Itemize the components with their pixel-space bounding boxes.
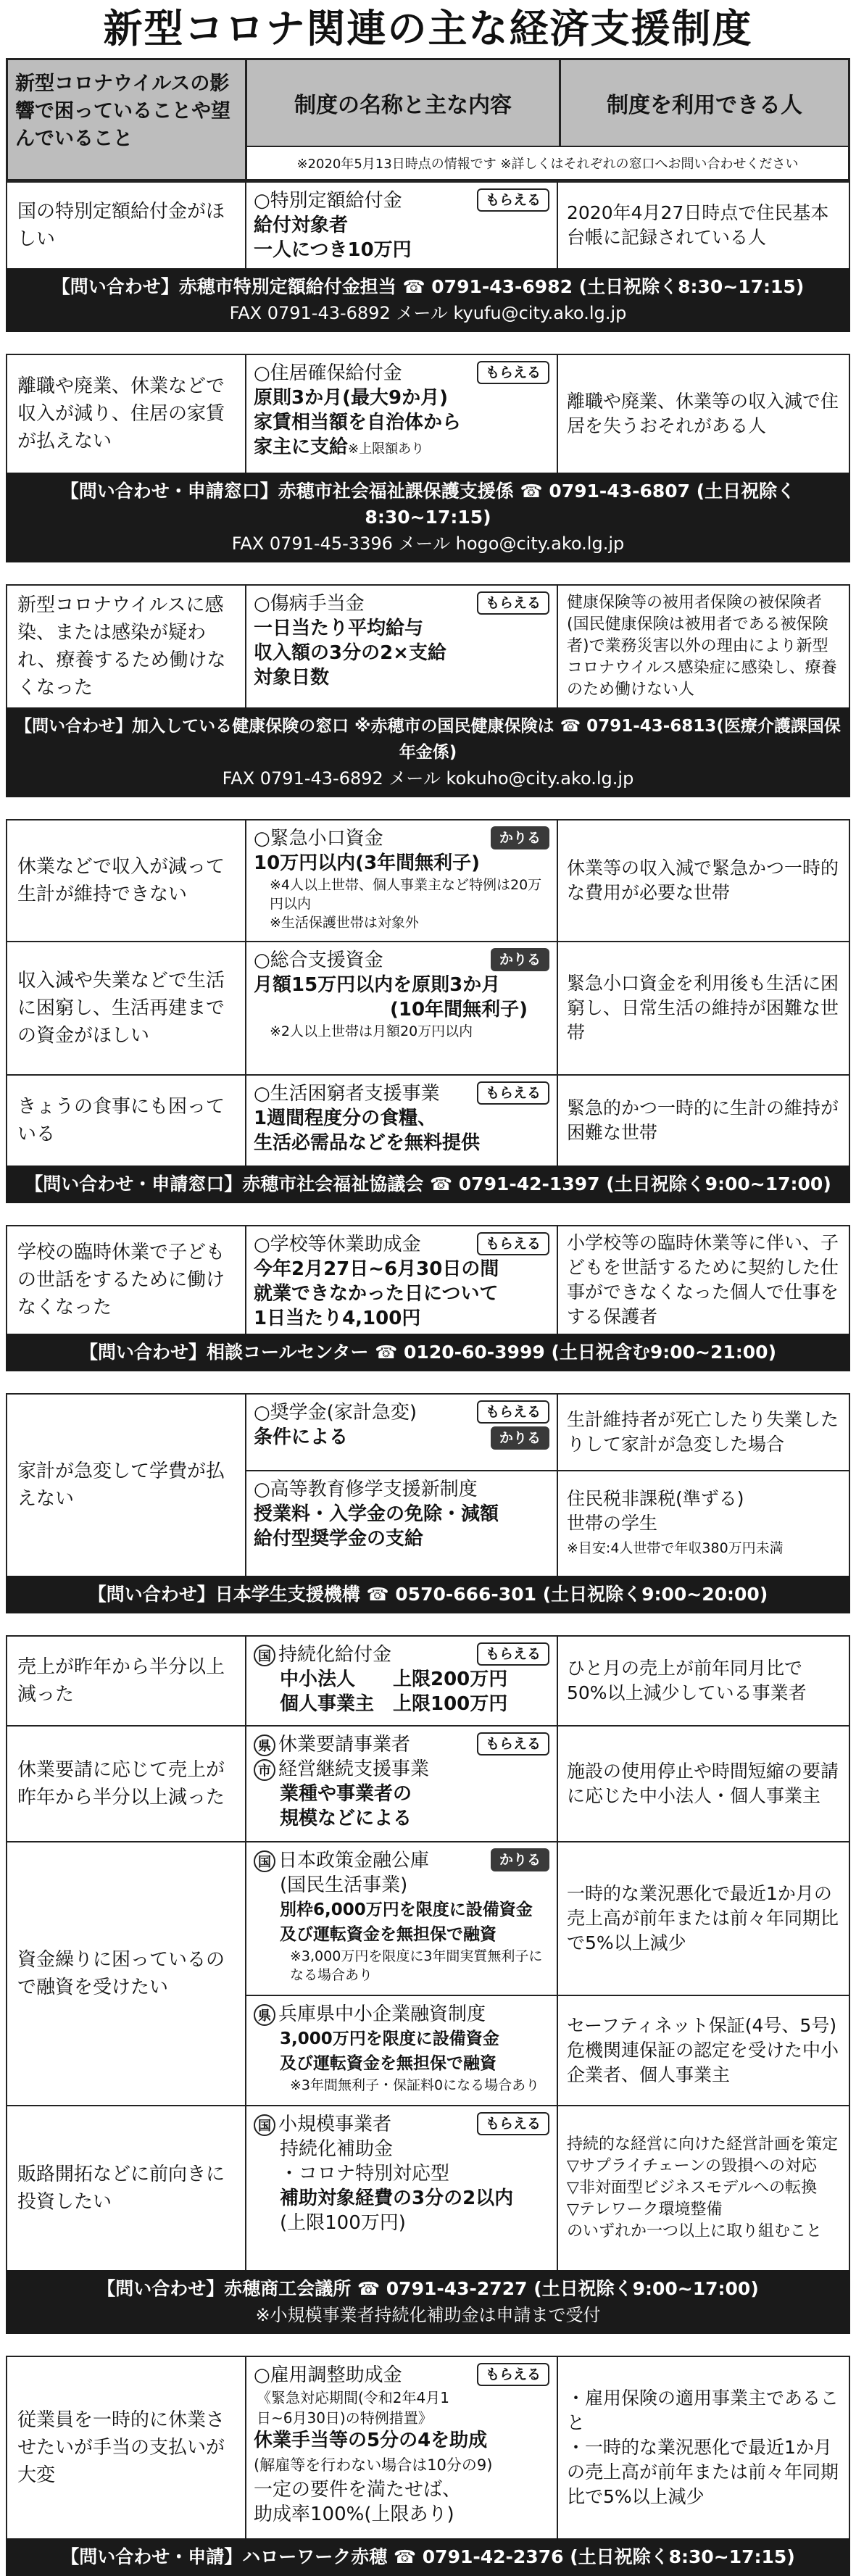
table-row — [7, 183, 849, 268]
program-detail-line — [254, 436, 424, 458]
concern-text: 学校の臨時休業で子どもの世話をするために働けなくなった — [7, 1226, 246, 1334]
section-business — [6, 1635, 850, 2270]
header-col-eligible: 制度を利用できる人 — [607, 93, 802, 118]
program-detail: 就業できなかった日について — [254, 1283, 499, 1305]
program-detail: 今年2月27日~6月30日の間 — [254, 1258, 499, 1280]
table-row — [7, 942, 849, 1076]
borrow-badge: かりる — [491, 1426, 549, 1450]
program-note: (解雇等を行わない場合は10分の9) — [254, 2456, 493, 2474]
receive-badge: もらえる — [477, 1232, 549, 1255]
spacer — [0, 1371, 856, 1393]
eligible-text: 住民税非課税(準ずる) — [567, 1488, 744, 1509]
program-detail: 原則3か月(最大9か月) — [254, 387, 448, 409]
inquiry-bar — [6, 268, 850, 332]
program-name: 経営継続支援事業 — [278, 1758, 430, 1780]
receive-badge: もらえる — [477, 1732, 549, 1756]
table-row — [246, 1471, 849, 1576]
concern-text: 売上が昨年から半分以上減った — [7, 1637, 246, 1725]
concern-text: 休業要請に応じて売上が昨年から半分以上減った — [7, 1727, 246, 1841]
national-mark-icon: 国 — [254, 1645, 275, 1666]
eligible-text: 世帯の学生 — [567, 1513, 658, 1534]
eligible-cell — [558, 1471, 849, 1576]
section-employment — [6, 2356, 850, 2538]
header-col-concern: 新型コロナウイルスの影響で困っていることや望んでいること — [8, 60, 247, 179]
program-period: 《緊急対応期間(令和2年4月1日~6月30日)の特例措置》 — [257, 2389, 449, 2427]
section-special-payment — [6, 181, 850, 268]
concern-text: 国の特別定額給付金がほしい — [7, 183, 246, 268]
program-name: 日本政策金融公庫 — [278, 1850, 430, 1871]
section-welfare-council — [6, 819, 850, 1166]
program-detail: 収入額の3分の2×支給 — [254, 642, 446, 664]
inquiry-bar — [6, 707, 850, 797]
program-detail: (10年間無利子) — [390, 999, 528, 1021]
inquiry-note: ※小規模事業者持続化補助金は申請まで受付 — [255, 2305, 601, 2325]
inquiry-text: 【問い合わせ】赤穂市特別定額給付金担当 ☎ 0791-43-6982 (土日祝除く8:30~17:15) — [51, 276, 805, 297]
borrow-badge: かりる — [491, 948, 549, 971]
program-detail: 及び運転資金を無担保で融資 — [280, 2054, 496, 2073]
table-row — [246, 1395, 849, 1471]
program-detail: 条件による — [254, 1426, 349, 1448]
program-name: 休業要請事業者 — [278, 1734, 411, 1756]
inquiry-contact: FAX 0791-45-3396 メール hogo@city.ako.lg.jp — [231, 533, 625, 554]
spacer — [0, 1613, 856, 1635]
program-note: ※4人以上世帯、個人事業主など特例は20万円以内 — [270, 877, 542, 912]
national-mark-icon: 国 — [254, 2114, 275, 2136]
concern-text: 販路開拓などに前向きに投資したい — [7, 2106, 246, 2270]
program-detail: 3,000万円を限度に設備資金 — [280, 2029, 499, 2048]
program-name: ○高等教育修学支援新制度 — [254, 1479, 478, 1500]
eligible-text: ▽テレワーク環境整備 — [567, 2201, 723, 2219]
program-name: ○特別定額給付金 — [254, 190, 402, 212]
prefecture-mark-icon: 県 — [254, 1734, 275, 1756]
receive-badge: もらえる — [477, 1400, 549, 1424]
program-detail: 授業料・入学金の免除・減額 — [254, 1503, 499, 1525]
program-note: ※3,000万円を限度に3年間実質無利子になる場合あり — [290, 1948, 543, 1983]
program-detail: 一日当たり平均給与 — [254, 618, 424, 639]
eligible-text: 健康保険等の被用者保険の被保険者(国民健康保険は被用者である被保険者)で業務災害以外の理由により新型コロナウイルス感染症に感染し、療養のため働けない人 — [567, 594, 837, 699]
program-name: ○住居確保給付金 — [254, 362, 402, 384]
table-row — [7, 355, 849, 473]
program-cell — [246, 1996, 558, 2105]
table-row — [7, 1226, 849, 1334]
program-name-line — [254, 1757, 549, 1782]
program-cell — [246, 1471, 558, 1576]
program-cell — [246, 942, 558, 1074]
eligible-text: ・一時的な業況悪化で最近1か月の売上高が前年または前々年同期比で5%以上減少 — [567, 2437, 839, 2507]
table-row — [7, 586, 849, 707]
section-school-closure — [6, 1225, 850, 1334]
header-col-program: 制度の名称と主な内容 — [247, 60, 561, 146]
program-name: 小規模事業者 — [278, 2114, 392, 2135]
inquiry-text: 【問い合わせ】赤穂商工会議所 ☎ 0791-43-2727 (土日祝除く9:00~17:00) — [97, 2278, 759, 2299]
concern-text: きょうの食事にも困っている — [7, 1076, 246, 1166]
program-detail: 個人事業主 上限100万円 — [280, 1693, 508, 1715]
program-cell — [246, 820, 558, 941]
inquiry-contact: FAX 0791-43-6892 メール kokuho@city.ako.lg.jp — [222, 768, 634, 789]
program-detail: 家主に支給 — [254, 436, 349, 458]
program-cell — [246, 1395, 558, 1470]
eligible-text: 一時的な業況悪化で最近1か月の売上高が前年または前々年同期比で5%以上減少 — [567, 1883, 839, 1953]
section-scholarship — [6, 1393, 850, 1576]
eligible-text: ▽非対面型ビジネスモデルへの転換 — [567, 2179, 818, 2197]
eligible-text: 2020年4月27日時点で住民基本台帳に記録されている人 — [567, 202, 829, 248]
borrow-badge: かりる — [491, 826, 549, 849]
program-cell — [246, 1076, 558, 1166]
table-row — [7, 1727, 849, 1842]
table-row — [7, 1395, 849, 1576]
spacer — [0, 2334, 856, 2356]
table-row — [246, 1842, 849, 1996]
inquiry-text: 【問い合わせ】相談コールセンター ☎ 0120-60-3999 (土日祝含む9:00~21:00) — [79, 1342, 776, 1363]
program-note: ※2人以上世帯は月額20万円以内 — [270, 1023, 473, 1039]
eligible-text: セーフティネット保証(4号、5号)危機関連保証の認定を受けた中小企業者、個人事業主 — [567, 2015, 839, 2085]
program-detail: 補助対象経費の3分の2以内 — [280, 2187, 514, 2209]
eligible-text: のいずれか一つ以上に取り組むこと — [567, 2222, 823, 2240]
program-cell — [246, 355, 558, 473]
inquiry-text: 【問い合わせ・申請】ハローワーク赤穂 ☎ 0791-42-2376 (土日祝除く8:30~17:15) — [61, 2546, 795, 2567]
program-detail: 別枠6,000万円を限度に設備資金 — [280, 1900, 533, 1919]
program-detail: 規模などによる — [280, 1808, 412, 1829]
program-note: ※3年間無利子・保証料0になる場合あり — [290, 2077, 540, 2093]
national-mark-icon: 国 — [254, 1850, 275, 1872]
program-name: ○奨学金(家計急変) — [254, 1402, 417, 1424]
program-detail: 月額15万円以内を原則3か月 — [254, 974, 501, 996]
eligible-text: ひと月の売上が前年同月比で50%以上減少している事業者 — [567, 1658, 807, 1703]
table-row — [7, 1637, 849, 1727]
concern-text: 休業などで収入が減って生計が維持できない — [7, 820, 246, 941]
program-name: ○雇用調整助成金 — [254, 2364, 402, 2386]
concern-text: 家計が急変して学費が払えない — [7, 1395, 246, 1576]
spacer — [0, 797, 856, 819]
program-detail: 一定の要件を満たせば、 — [254, 2479, 462, 2501]
inquiry-bar — [6, 473, 850, 562]
program-name: ○緊急小口資金 — [254, 828, 383, 849]
program-cell — [246, 2357, 558, 2538]
inquiry-text: 【問い合わせ】日本学生支援機構 ☎ 0570-666-301 (土日祝除く9:00~20:00) — [88, 1584, 768, 1605]
program-detail: 助成率100%(上限あり) — [254, 2504, 454, 2525]
inquiry-text: 【問い合わせ・申請窓口】赤穂市社会福祉課保護支援係 ☎ 0791-43-6807 (土日祝除く8:30~17:15) — [60, 481, 796, 528]
program-cell — [246, 1226, 558, 1334]
eligible-text: 生計維持者が死亡したり失業したりして家計が急変した場合 — [567, 1409, 839, 1455]
receive-badge: もらえる — [477, 591, 549, 615]
table-row — [7, 2106, 849, 2270]
program-name: 持続化給付金 — [278, 1644, 392, 1666]
inquiry-bar — [6, 1576, 850, 1613]
page-title: 新型コロナ関連の主な経済支援制度 — [103, 6, 753, 51]
spacer — [0, 1203, 856, 1225]
program-name: ○学校等休業助成金 — [254, 1234, 421, 1255]
concern-text: 従業員を一時的に休業させたいが手当の支払いが大変 — [7, 2357, 246, 2538]
program-cell — [246, 2106, 558, 2270]
eligible-text: 緊急的かつ一時的に生計の維持が困難な世帯 — [567, 1097, 839, 1143]
sub-rows — [246, 1395, 849, 1576]
concern-text: 離職や廃業、休業などで収入が減り、住居の家賃が払えない — [7, 355, 246, 473]
program-detail: 家賃相当額を自治体から — [254, 412, 462, 433]
program-note: ※上限額あり — [348, 441, 425, 457]
prefecture-mark-icon: 県 — [254, 2004, 275, 2026]
eligible-text: 持続的な経営に向けた経営計画を策定 — [567, 2135, 839, 2153]
program-cell — [246, 586, 558, 707]
section-housing — [6, 354, 850, 473]
eligible-text: ・雇用保険の適用事業主であること — [567, 2388, 839, 2433]
eligible-text: 緊急小口資金を利用後も生活に困窮し、日常生活の維持が困難な世帯 — [567, 973, 839, 1043]
program-detail: 給付対象者 — [254, 215, 349, 236]
eligible-text: 離職や廃業、休業等の収入減で住居を失うおそれがある人 — [567, 391, 839, 436]
receive-badge: もらえる — [477, 2112, 549, 2135]
eligible-cell — [558, 2106, 849, 2270]
inquiry-bar — [6, 2538, 850, 2576]
receive-badge: もらえる — [477, 361, 549, 384]
program-detail: 10万円以内(3年間無利子) — [254, 852, 481, 874]
table-row — [7, 820, 849, 942]
program-detail: 生活必需品などを無料提供 — [254, 1132, 481, 1154]
table-header — [6, 58, 850, 181]
receive-badge: もらえる — [477, 1642, 549, 1666]
inquiry-text: 【問い合わせ】加入している健康保険の窓口 ※赤穂市の国民健康保険は ☎ 0791-43-6813(医療介護課国保年金係) — [15, 717, 841, 762]
receive-badge: もらえる — [477, 2363, 549, 2386]
header-right — [247, 60, 848, 179]
table-row — [7, 1076, 849, 1166]
table-row — [246, 1996, 849, 2105]
program-detail: 休業手当等の5分の4を助成 — [254, 2430, 488, 2451]
section-sickness — [6, 584, 850, 707]
table-row — [7, 1842, 849, 2106]
program-detail: 及び運転資金を無担保で融資 — [280, 1925, 496, 1944]
concern-text: 収入減や失業などで生活に困窮し、生活再建までの資金がほしい — [7, 942, 246, 1074]
program-detail: 1週間程度分の食糧、 — [254, 1108, 437, 1129]
program-name: ○生活困窮者支援事業 — [254, 1083, 440, 1105]
program-detail: 中小法人 上限200万円 — [280, 1669, 508, 1690]
header-heads — [247, 60, 848, 146]
program-name: 持続化補助金 — [280, 2138, 394, 2160]
program-name: 兵庫県中小企業融資制度 — [278, 2003, 486, 2025]
program-name: ○傷病手当金 — [254, 593, 365, 615]
eligible-cell — [558, 2357, 849, 2538]
inquiry-bar — [6, 1166, 850, 1203]
concern-text: 資金繰りに困っているので融資を受けたい — [7, 1842, 246, 2105]
program-cell — [246, 1727, 558, 1841]
eligible-text: 休業等の収入減で緊急かつ一時的な費用が必要な世帯 — [567, 857, 839, 903]
program-name-line — [254, 2002, 549, 2027]
program-name: ・コロナ特別対応型 — [280, 2163, 450, 2185]
eligible-text: 施設の使用停止や時間短縮の要請に応じた中小法人・個人事業主 — [567, 1761, 839, 1806]
program-detail: 業種や事業者の — [280, 1783, 412, 1805]
inquiry-bar — [6, 1334, 850, 1371]
spacer — [0, 332, 856, 354]
concern-text: 新型コロナウイルスに感染、または感染が疑われ、療養するため働けなくなった — [7, 586, 246, 707]
spacer — [0, 562, 856, 584]
borrow-badge: かりる — [491, 1848, 549, 1871]
program-cell — [246, 1637, 558, 1725]
program-note: ※生活保護世帯は対象外 — [270, 915, 419, 931]
city-mark-icon: 市 — [254, 1759, 275, 1781]
inquiry-contact: FAX 0791-43-6892 メール kyufu@city.ako.lg.jp — [229, 303, 627, 323]
header-note: ※2020年5月13日時点の情報です ※詳しくはそれぞれの窓口へお問い合わせください — [247, 146, 848, 179]
inquiry-bar — [6, 2270, 850, 2334]
receive-badge: もらえる — [477, 188, 549, 212]
program-detail: 対象日数 — [254, 667, 330, 689]
program-detail: 一人につき10万円 — [254, 239, 412, 261]
program-detail: 1日当たり4,100円 — [254, 1308, 421, 1329]
eligible-note: ※目安:4人世帯で年収380万円未満 — [567, 1540, 784, 1556]
table-row — [7, 2357, 849, 2538]
sub-rows — [246, 1842, 849, 2105]
program-detail: 給付型奨学金の支給 — [254, 1528, 424, 1550]
program-cell — [246, 183, 558, 268]
eligible-text: 小学校等の臨時休業等に伴い、子どもを世話するために契約した仕事ができなくなった個人で仕事をする保護者 — [567, 1232, 839, 1327]
program-note: (上限100万円) — [280, 2212, 406, 2234]
program-name: (国民生活事業) — [280, 1874, 408, 1896]
receive-badge: もらえる — [477, 1081, 549, 1105]
program-name: ○総合支援資金 — [254, 950, 383, 971]
eligible-text: ▽サプライチェーンの毀損への対応 — [567, 2157, 818, 2175]
inquiry-text: 【問い合わせ・申請窓口】赤穂市社会福祉協議会 ☎ 0791-42-1397 (土日祝除く9:00~17:00) — [25, 1173, 831, 1194]
program-cell — [246, 1842, 558, 1995]
